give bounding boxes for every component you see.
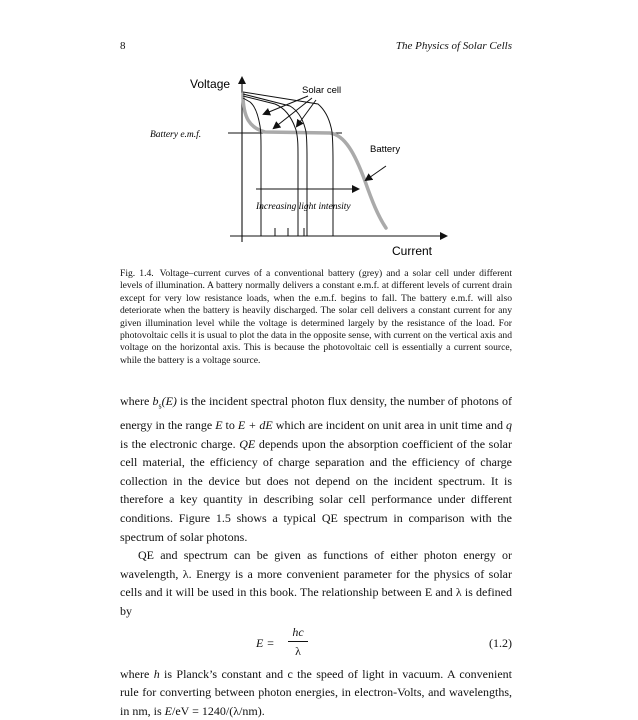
running-title: The Physics of Solar Cells bbox=[395, 40, 512, 52]
caption-label: Fig. 1.4. bbox=[120, 268, 154, 279]
fraction-bar bbox=[288, 641, 308, 642]
body-text bbox=[120, 392, 512, 720]
solar-cell-label: Solar cell bbox=[302, 85, 342, 96]
math-symbol: b bbox=[152, 394, 159, 408]
voltage-current-figure bbox=[150, 66, 470, 266]
page-header bbox=[120, 40, 512, 56]
solar-label-arrow bbox=[297, 100, 316, 126]
math-symbol: E + dE bbox=[237, 417, 273, 432]
math-symbol: E bbox=[215, 417, 223, 432]
battery-label: Battery bbox=[370, 144, 401, 155]
paragraph-1 bbox=[120, 392, 512, 546]
text-run: is the incident spectral photon flux density, the number of photons of energy in the range bbox=[120, 394, 512, 432]
equation-fraction bbox=[288, 624, 308, 659]
math-symbol: h bbox=[153, 666, 160, 681]
figure-caption bbox=[120, 268, 512, 367]
text-run: /eV = 1240/(λ/nm). bbox=[172, 703, 265, 718]
text-run: depends upon the absorption coefficient of the solar cell material, the efficiency of charge separation and the efficiency of charge collection in the device but does not depend on the incident spectrum. It is therefore a key quantity in describing solar cell performance under different conditions. Figure 1.5 shows a typical QE spectrum in comparison with the spectrum of solar photons. bbox=[120, 436, 512, 544]
solar-curve-3 bbox=[243, 94, 307, 236]
equation-number: (1.2) bbox=[489, 635, 512, 650]
math-symbol: q bbox=[506, 417, 512, 432]
math-subscript: s bbox=[158, 401, 162, 411]
paragraph-2: QE and spectrum can be given as functions of either photon energy or wavelength, λ. Energy is a more convenient parameter for the physics of solar cells and it will be used in this book. The relationship between E and λ is defined by bbox=[120, 548, 512, 618]
math-symbol: E bbox=[164, 703, 173, 718]
battery-emf-label: Battery e.m.f. bbox=[150, 130, 202, 140]
x-axis-label: Current bbox=[392, 244, 433, 258]
text-run: which are incident on unit area in unit time and bbox=[272, 417, 506, 432]
solar-curve-2 bbox=[243, 96, 298, 236]
text-run: where bbox=[120, 394, 153, 408]
page-number: 8 bbox=[120, 40, 126, 52]
battery-label-arrow bbox=[366, 166, 386, 180]
equation-denominator: λ bbox=[295, 643, 301, 658]
y-axis-label: Voltage bbox=[190, 77, 231, 91]
light-intensity-label: Increasing light intensity bbox=[256, 202, 351, 212]
text-run: to bbox=[222, 417, 238, 432]
equation-numerator: hc bbox=[292, 624, 304, 639]
math-symbol: QE bbox=[239, 436, 256, 451]
paragraph-3 bbox=[120, 665, 512, 720]
equation-lhs: E = bbox=[256, 635, 275, 650]
text-run: where bbox=[120, 666, 154, 681]
caption-text: Voltage–current curves of a conventional battery (grey) and a solar cell under different levels of illumination. A battery normally delivers a constant e.m.f. at different levels of current drain except for very low resistance loads, when the e.m.f. begins to fall. The battery e.m.f. will also deteriorate when the battery is heavily discharged. The solar cell delivers a constant current for any given illumination level while the voltage is determined largely by the resistance of the load. For photovoltaic cells it is usual to plot the data in the opposite sense, with current on the vertical axis and voltage on the horizontal axis. This is because the photovoltaic cell is essentially a current source, while the battery is a voltage source. bbox=[120, 268, 512, 366]
equation-1-2 bbox=[120, 624, 512, 662]
text-run: is Planck’s constant and c the speed of light in vacuum. A convenient rule for converting between photon energies, in electron-Volts, and wavelengths, in nm, is bbox=[120, 666, 512, 718]
text-run: is the electronic charge. bbox=[120, 436, 240, 451]
math-symbol: (E) bbox=[161, 394, 177, 408]
